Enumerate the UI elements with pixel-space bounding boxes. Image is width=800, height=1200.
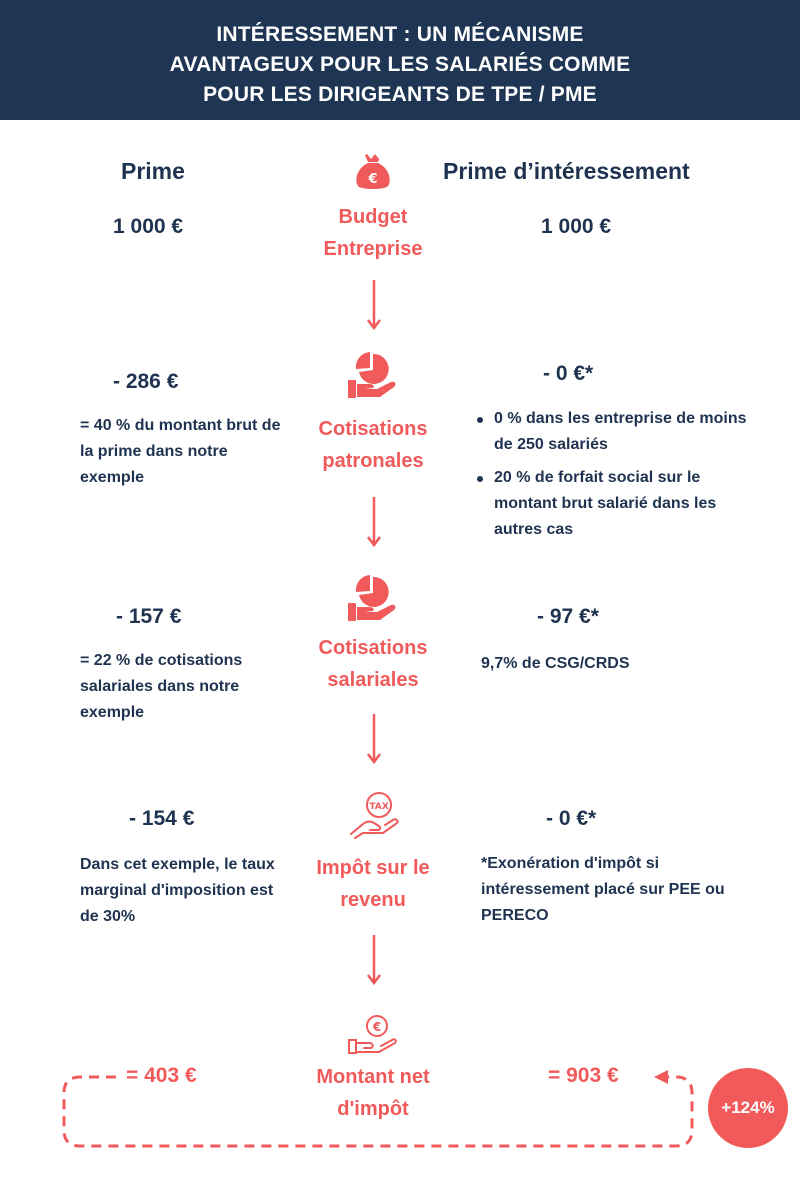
- impot-label: [283, 852, 463, 916]
- patronales-right-bullets: [476, 406, 766, 550]
- net-label-line-1: Montant net: [316, 1066, 430, 1088]
- salariales-label-line-2: salariales: [327, 669, 419, 691]
- svg-text:€: €: [368, 172, 378, 187]
- net-left-amount: = 403 €: [126, 1064, 197, 1087]
- salariales-left-description: = 22 % de cotisations salariales dans notre exemple: [80, 652, 243, 721]
- patronales-label-line-2: patronales: [322, 450, 424, 472]
- list-item: 0 % dans les entreprise de moins de 250 salariés: [476, 406, 766, 458]
- budget-right-amount: 1 000 €: [541, 215, 612, 238]
- net-label-line-2: d'impôt: [337, 1098, 409, 1120]
- header-line-2: AVANTAGEUX POUR LES SALARIÉS COMME: [169, 53, 631, 76]
- money-bag-euro-icon: [343, 150, 403, 197]
- budget-label-line-1: Budget: [338, 206, 408, 228]
- impot-right-description: *Exonération d'impôt si intéressement placé sur PEE ou PERECO: [481, 855, 725, 924]
- left-column-title: Prime: [121, 158, 185, 184]
- list-item: 20 % de forfait social sur le montant brut salarié dans les autres cas: [476, 465, 766, 543]
- salariales-right-description: 9,7% de CSG/CRDS: [481, 655, 630, 672]
- comparison-dashed-loop: [0, 1060, 800, 1160]
- arrow-down-icon: [366, 497, 382, 549]
- arrow-down-icon: [366, 280, 382, 332]
- patronales-label: [283, 413, 463, 477]
- patronales-left-amount: - 286 €: [113, 370, 179, 393]
- patronales-right-amount: - 0 €*: [543, 362, 594, 385]
- header-banner: [0, 0, 800, 120]
- salariales-right-amount: - 97 €*: [537, 605, 599, 628]
- svg-text:€: €: [372, 1020, 382, 1034]
- impot-label-line-2: revenu: [340, 889, 406, 911]
- arrow-down-icon: [366, 714, 382, 766]
- hand-pie-chart-icon: [343, 573, 403, 634]
- budget-left-amount: 1 000 €: [113, 215, 184, 238]
- hand-pie-chart-icon: [343, 350, 403, 411]
- salariales-left-amount: - 157 €: [116, 605, 182, 628]
- impot-left-amount: - 154 €: [129, 807, 195, 830]
- patronales-left-description: = 40 % du montant brut de la prime dans notre exemple: [80, 417, 281, 486]
- patronales-label-line-1: Cotisations: [318, 418, 428, 440]
- header-line-3: POUR LES DIRIGEANTS DE TPE / PME: [203, 83, 597, 106]
- salariales-label-line-1: Cotisations: [318, 637, 428, 659]
- impot-left-description: Dans cet exemple, le taux marginal d'imposition est de 30%: [80, 856, 275, 925]
- header-line-1: INTÉRESSEMENT : UN MÉCANISME: [216, 23, 584, 46]
- hand-euro-coin-icon: [343, 1010, 403, 1063]
- budget-label: [283, 201, 463, 265]
- arrow-down-icon: [366, 935, 382, 987]
- hand-tax-icon: [343, 790, 403, 849]
- budget-label-line-2: Entreprise: [323, 238, 423, 260]
- impot-label-line-1: Impôt sur le: [316, 857, 430, 879]
- net-right-amount: = 903 €: [548, 1064, 619, 1087]
- increase-badge: +124%: [708, 1068, 788, 1148]
- salariales-label: [283, 632, 463, 696]
- right-column-title: Prime d’intéressement: [443, 158, 690, 184]
- impot-right-amount: - 0 €*: [546, 807, 597, 830]
- tax-icon-text: TAX: [369, 802, 389, 812]
